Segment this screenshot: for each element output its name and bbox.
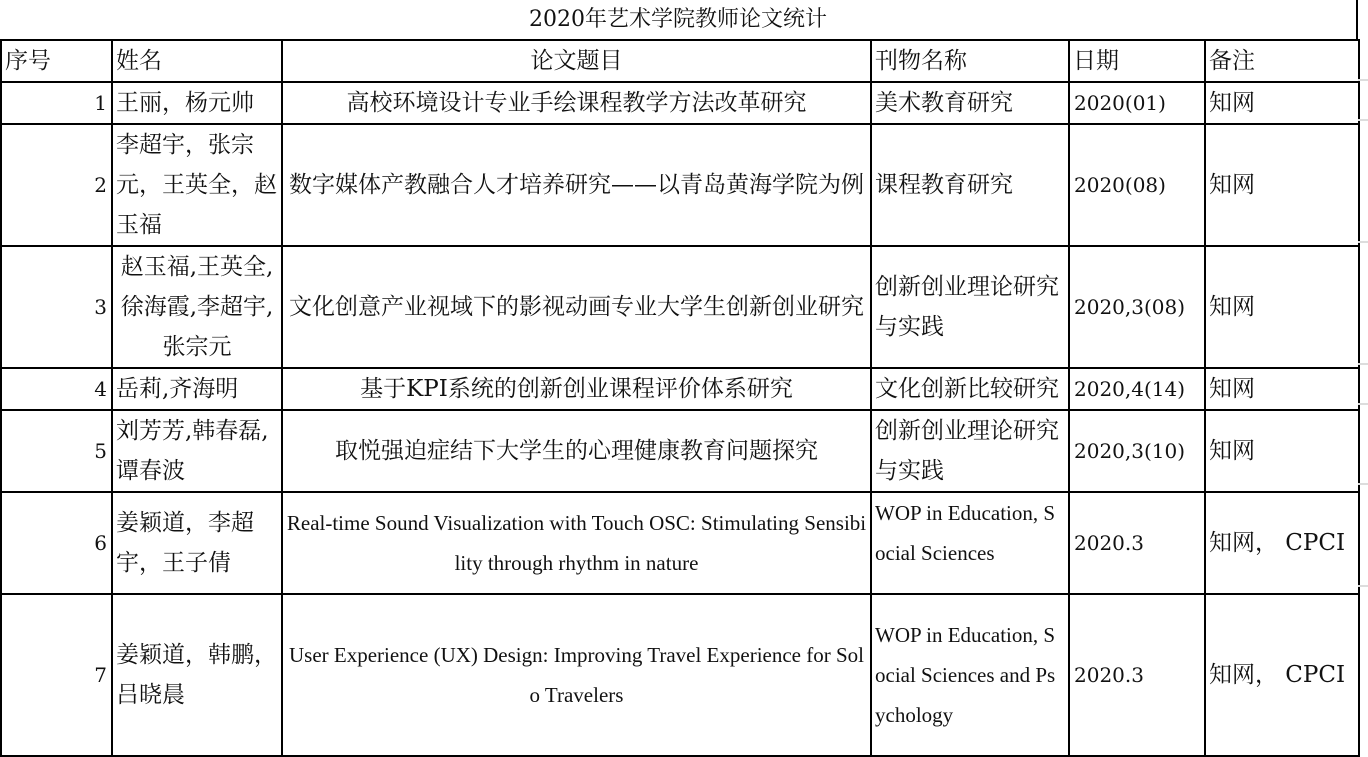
cell-journal[interactable]: WOP in Education, Social Sciences and Psychology: [871, 594, 1069, 756]
table-row: [1, 124, 1359, 246]
cell-authors[interactable]: 刘芳芳,韩春磊,谭春波: [112, 410, 282, 492]
gridline: [1358, 119, 1368, 121]
cell-note[interactable]: 知网: [1205, 368, 1359, 410]
cell-date[interactable]: 2020.3: [1069, 594, 1205, 756]
cell-title[interactable]: 基于KPI系统的创新创业课程评价体系研究: [282, 368, 871, 410]
header-name[interactable]: 姓名: [112, 40, 282, 82]
gridline: [1358, 403, 1368, 405]
cell-date[interactable]: 2020(01): [1069, 82, 1205, 124]
sheet-title: 2020年艺术学院教师论文统计: [0, 0, 1356, 41]
cell-authors[interactable]: 赵玉福,王英全,徐海霞,李超宇,张宗元: [112, 246, 282, 368]
table-row: [1, 594, 1359, 756]
cell-date[interactable]: 2020.3: [1069, 492, 1205, 594]
cell-journal[interactable]: 创新创业理论研究与实践: [871, 410, 1069, 492]
table-row: [1, 492, 1359, 594]
header-journal[interactable]: 刊物名称: [871, 40, 1069, 82]
cell-seq[interactable]: 4: [1, 368, 112, 410]
cell-seq[interactable]: 5: [1, 410, 112, 492]
cell-note[interactable]: 知网: [1205, 410, 1359, 492]
cell-date[interactable]: 2020,3(08): [1069, 246, 1205, 368]
gridline: [1358, 483, 1368, 485]
cell-journal[interactable]: 课程教育研究: [871, 124, 1069, 246]
cell-seq[interactable]: 1: [1, 82, 112, 124]
gridline: [1358, 363, 1368, 365]
table-row: [1, 410, 1359, 492]
cell-journal[interactable]: 文化创新比较研究: [871, 368, 1069, 410]
cell-note[interactable]: 知网， CPCI: [1205, 594, 1359, 756]
gridline: [1358, 585, 1368, 587]
cell-title[interactable]: 取悦强迫症结下大学生的心理健康教育问题探究: [282, 410, 871, 492]
table-row: [1, 82, 1359, 124]
cell-date[interactable]: 2020,4(14): [1069, 368, 1205, 410]
cell-note[interactable]: 知网， CPCI: [1205, 492, 1359, 594]
cell-authors[interactable]: 姜颖道，韩鹏，吕晓晨: [112, 594, 282, 756]
cell-seq[interactable]: 2: [1, 124, 112, 246]
cell-note[interactable]: 知网: [1205, 82, 1359, 124]
cell-journal[interactable]: 创新创业理论研究与实践: [871, 246, 1069, 368]
cell-note[interactable]: 知网: [1205, 124, 1359, 246]
header-note[interactable]: 备注: [1205, 40, 1359, 82]
header-paper[interactable]: 论文题目: [282, 40, 871, 82]
gridline: [1358, 241, 1368, 243]
cell-authors[interactable]: 王丽，杨元帅: [112, 82, 282, 124]
table-row: [1, 246, 1359, 368]
cell-title[interactable]: 数字媒体产教融合人才培养研究——以青岛黄海学院为例: [282, 124, 871, 246]
header-row: [1, 40, 1359, 82]
paper-table: [0, 39, 1360, 757]
gridline: [1358, 79, 1368, 81]
cell-seq[interactable]: 3: [1, 246, 112, 368]
cell-journal[interactable]: [871, 492, 1069, 594]
cell-note[interactable]: 知网: [1205, 246, 1359, 368]
cell-title[interactable]: 文化创意产业视域下的影视动画专业大学生创新创业研究: [282, 246, 871, 368]
header-seq[interactable]: 序号: [1, 40, 112, 82]
cell-title[interactable]: 高校环境设计专业手绘课程教学方法改革研究: [282, 82, 871, 124]
header-date[interactable]: 日期: [1069, 40, 1205, 82]
cell-journal[interactable]: 美术教育研究: [871, 82, 1069, 124]
title-border: [1356, 0, 1358, 39]
cell-authors[interactable]: 李超宇，张宗元，王英全，赵玉福: [112, 124, 282, 246]
table-row: [1, 368, 1359, 410]
cell-authors[interactable]: 姜颖道，李超宇，王子倩: [112, 492, 282, 594]
cell-date[interactable]: 2020(08): [1069, 124, 1205, 246]
cell-title[interactable]: User Experience (UX) Design: Improving Travel Experience for Solo Travelers: [282, 594, 871, 756]
cell-authors[interactable]: 岳莉,齐海明: [112, 368, 282, 410]
cell-seq[interactable]: 6: [1, 492, 112, 594]
cell-date[interactable]: 2020,3(10): [1069, 410, 1205, 492]
journal-clip: WOP in Education, Social Sciences: [875, 501, 1056, 565]
cell-seq[interactable]: 7: [1, 594, 112, 756]
cell-title[interactable]: Real-time Sound Visualization with Touch OSC: Stimulating Sensibility through rhythm in nature: [282, 492, 871, 594]
